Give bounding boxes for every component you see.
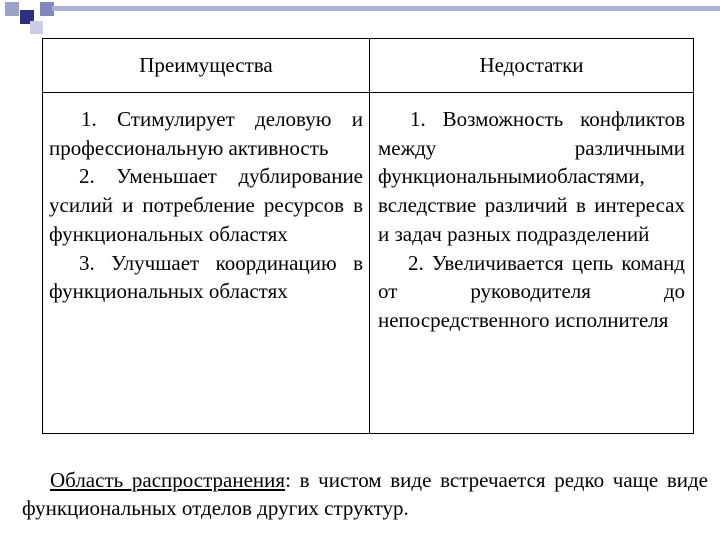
scope-note-text: : в чистом виде встречается редко чаще виде функциональных отделов других структур. <box>22 468 708 520</box>
disadvantages-cell <box>370 93 694 434</box>
advantages-header: Преимущества <box>43 39 370 93</box>
advantage-item-3: 3. Улучшает координацию в функциональных областях <box>49 250 363 304</box>
table-body-row <box>43 93 694 434</box>
table-header-row <box>43 39 694 93</box>
decorative-squares <box>0 0 720 40</box>
scope-note-label: Область распространения <box>50 468 286 492</box>
advantage-item-1: 1. Стимулирует деловую и профессиональную активность <box>49 107 363 160</box>
deco-square-1 <box>5 2 19 16</box>
disadvantage-item-2: 2. Увеличивается цепь команд от руководителя до непосредственного исполнителя <box>378 250 685 332</box>
disadvantage-item-1: 1. Возможность конфликтов между различными функциональнымиобластями, вследствие различий в интересах и задач разных подразделений <box>378 107 685 246</box>
comparison-table <box>42 38 694 434</box>
advantages-cell <box>43 93 370 434</box>
disadvantages-header: Недостатки <box>370 39 694 93</box>
scope-note <box>22 466 708 522</box>
top-decorative-rule <box>52 6 720 11</box>
advantage-item-2: 2. Уменьшает дублирование усилий и потребление ресурсов в функциональных областях <box>49 164 363 246</box>
deco-square-3 <box>30 21 43 34</box>
